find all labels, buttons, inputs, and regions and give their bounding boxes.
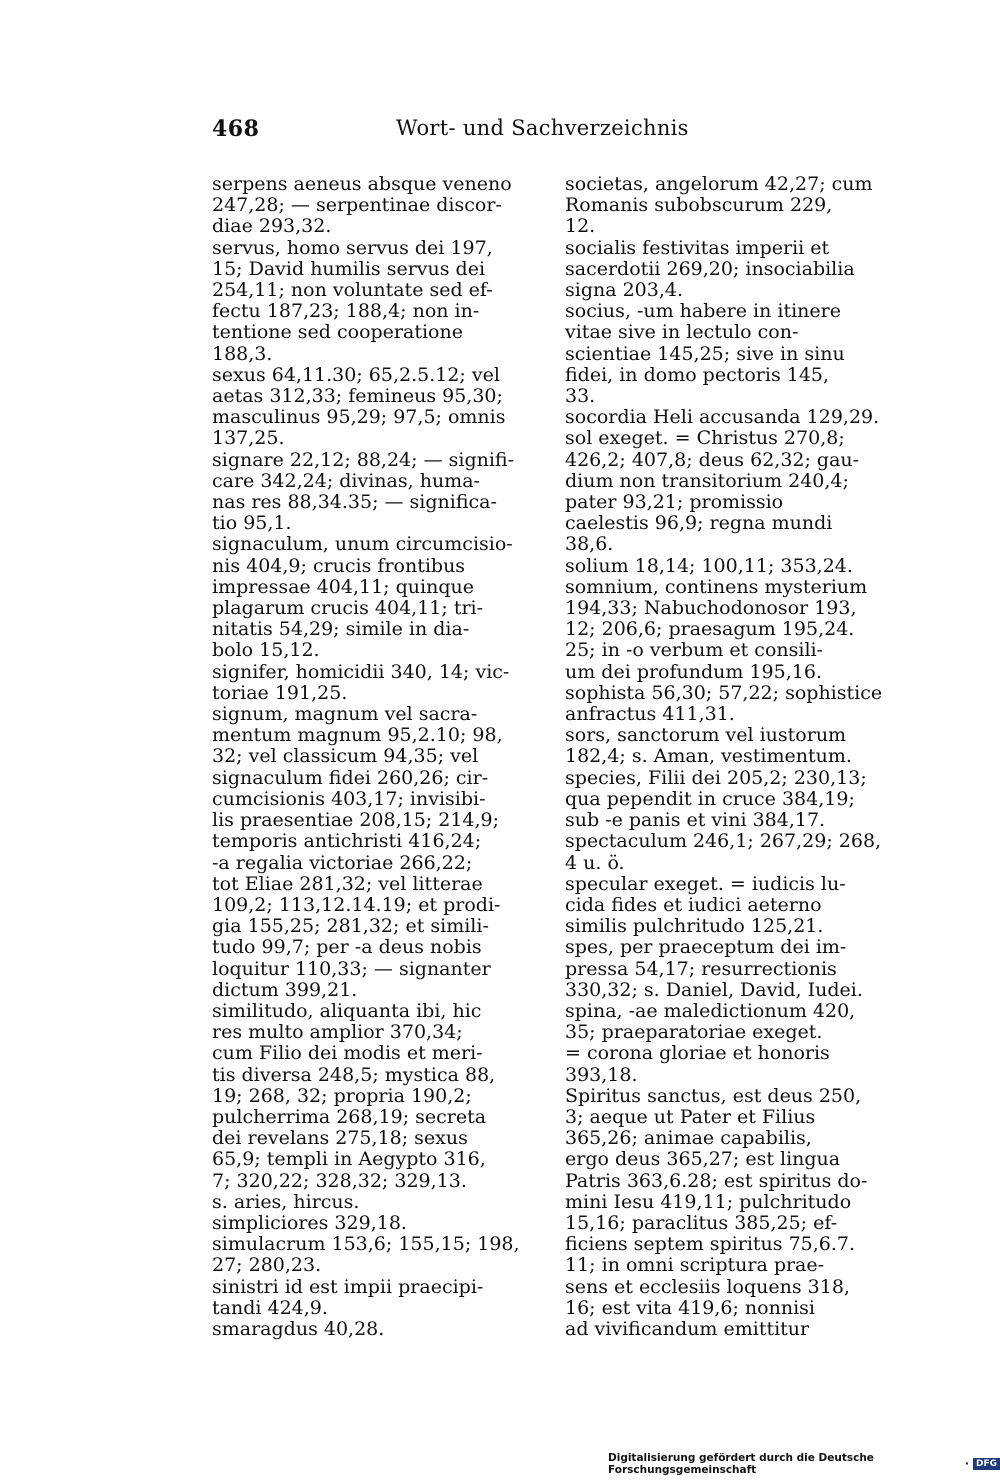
index-entry-line: caelestis 96,9; regna mundi — [565, 512, 833, 535]
index-entry-line: sub -e panis et vini 384,17. — [565, 809, 826, 832]
index-entry-line: 19; 268, 32; propria 190,2; — [212, 1084, 472, 1107]
index-entry-line: 35; praeparatoriae exeget. — [565, 1021, 823, 1044]
index-entry-line: lis praesentiae 208,15; 214,9; — [212, 809, 500, 832]
index-entry-line: sacerdotii 269,20; insociabilia — [565, 257, 855, 280]
index-entry-line: similis pulchritudo 125,21. — [565, 915, 824, 938]
index-entry — [212, 174, 542, 238]
page-number: 468 — [212, 116, 260, 142]
dfg-logo: DFG — [973, 1458, 1000, 1470]
running-head-title: Wort- und Sachverzeichnis — [396, 116, 689, 140]
index-entry-line: dium non transitorium 240,4; — [565, 469, 849, 492]
index-entry — [212, 1277, 542, 1319]
index-entry-line: 247,28; — serpentinae discor- — [212, 194, 502, 217]
index-entry — [212, 704, 542, 1001]
index-entry — [212, 450, 542, 535]
index-entry-line: Patris 363,6.28; est spiritus do- — [565, 1169, 868, 1192]
index-entry-line: 254,11; non voluntate sed ef- — [212, 279, 493, 302]
index-entry-line: res multo amplior 370,34; — [212, 1021, 463, 1044]
index-entry-line: 65,9; templi in Aegypto 316, — [212, 1148, 486, 1171]
index-entry-line: simpliciores 329,18. — [212, 1211, 407, 1234]
index-entry-line: dictum 399,21. — [212, 978, 358, 1001]
index-entry-line: 194,33; Nabuchodonosor 193, — [565, 597, 857, 620]
footer-separator: · — [964, 1458, 969, 1470]
index-entry-line: fectu 187,23; 188,4; non in- — [212, 300, 480, 323]
index-entry-line: gia 155,25; 281,32; et simili- — [212, 915, 489, 938]
index-entry — [212, 365, 542, 450]
index-entry-line: um dei profundum 195,16. — [565, 660, 822, 683]
index-entry-line: ergo deus 365,27; est lingua — [565, 1148, 841, 1171]
index-entry-line: impressae 404,11; quinque — [212, 575, 474, 598]
index-entry-line: nis 404,9; crucis frontibus — [212, 554, 466, 577]
index-entry-line: Romanis subobscurum 229, — [565, 194, 833, 217]
index-entry-line: 11; in omni scriptura prae- — [565, 1254, 825, 1277]
index-entry-line: sens et ecclesiis loquens 318, — [565, 1275, 850, 1298]
index-entry — [565, 428, 895, 555]
index-entry — [212, 1319, 542, 1340]
index-entry-line: pater 93,21; promissio — [565, 491, 784, 514]
index-column-right — [565, 174, 895, 1340]
index-entry-line: signifer, homicidii 340, 14; vic- — [212, 660, 510, 683]
index-entry-line: temporis antichristi 416,24; — [212, 830, 482, 853]
index-entry-line: simulacrum 153,6; 155,15; 198, — [212, 1233, 520, 1256]
index-entry-line: 32; vel classicum 94,35; vel — [212, 745, 479, 768]
index-entry-line: -a regalia victoriae 266,22; — [212, 851, 473, 874]
index-entry — [565, 683, 895, 725]
index-entry-line: species, Filii dei 205,2; 230,13; — [565, 766, 867, 789]
index-entry-line: serpens aeneus absque veneno — [212, 173, 512, 195]
index-entry-line: spes, per praeceptum dei im- — [565, 936, 847, 959]
index-entry-line: tio 95,1. — [212, 512, 292, 535]
index-entry-line: sinistri id est impii praecipi- — [212, 1275, 484, 1298]
index-entry-line: 426,2; 407,8; deus 62,32; gau- — [565, 448, 860, 471]
index-entry-line: ad vivificandum emittitur — [565, 1317, 810, 1340]
index-entry-line: socialis festivitas imperii et — [565, 236, 830, 259]
index-entry-line: 16; est vita 419,6; nonnisi — [565, 1296, 815, 1319]
index-entry-line: signa 203,4. — [565, 279, 684, 302]
index-entry-line: 109,2; 113,12.14.19; et prodi- — [212, 893, 501, 916]
index-entry-line: 182,4; s. Aman, vestimentum. — [565, 745, 852, 768]
index-entry-line: Spiritus sanctus, est deus 250, — [565, 1084, 862, 1107]
index-entry — [565, 874, 895, 938]
index-entry — [212, 662, 542, 704]
index-entry-line: 4 u. ö. — [565, 851, 625, 874]
index-entry-line: 137,25. — [212, 427, 285, 450]
index-entry — [212, 1213, 542, 1234]
index-entry-line: signare 22,12; 88,24; — signifi- — [212, 448, 515, 471]
index-entry-line: 15; David humilis servus dei — [212, 257, 486, 280]
index-entry-line: pulcherrima 268,19; secreta — [212, 1105, 487, 1128]
index-entry — [212, 238, 542, 365]
index-entry-line: scientiae 145,25; sive in sinu — [565, 342, 845, 365]
index-entry-line: masculinus 95,29; 97,5; omnis — [212, 406, 506, 429]
index-entry-line: 33. — [565, 385, 596, 408]
index-entry-line: dei revelans 275,18; sexus — [212, 1127, 468, 1150]
index-entry — [212, 534, 542, 661]
index-entry — [212, 1234, 542, 1276]
index-entry-line: 7; 320,22; 328,32; 329,13. — [212, 1169, 467, 1192]
index-entry-line: qua pependit in cruce 384,19; — [565, 787, 855, 810]
index-column-left — [212, 174, 542, 1340]
index-entry-line: tentione sed cooperatione — [212, 321, 463, 344]
index-entry-line: s. aries, hircus. — [212, 1190, 360, 1213]
index-entry-line: sors, sanctorum vel iustorum — [565, 724, 847, 747]
index-entry-line: tandi 424,9. — [212, 1296, 328, 1319]
index-entry-line: sexus 64,11.30; 65,2.5.12; vel — [212, 363, 500, 386]
index-entry-line: cum Filio dei modis et meri- — [212, 1042, 483, 1065]
index-entry-line: socordia Heli accusanda 129,29. — [565, 406, 880, 429]
index-entry-line: similitudo, aliquanta ibi, hic — [212, 999, 482, 1022]
index-entry-line: 3; aeque ut Pater et Filius — [565, 1105, 816, 1128]
index-entry-line: fidei, in domo pectoris 145, — [565, 363, 830, 386]
index-entry-line: cida fides et iudici aeterno — [565, 893, 822, 916]
index-entry-line: spectaculum 246,1; 267,29; 268, — [565, 830, 882, 853]
index-entry-line: bolo 15,12. — [212, 639, 320, 662]
index-entry — [565, 577, 895, 683]
digitization-footer — [608, 1452, 1000, 1476]
index-entry-line: mentum magnum 95,2.10; 98, — [212, 724, 503, 747]
index-entry-line: 12; 206,6; praesagum 195,24. — [565, 618, 855, 641]
index-entry-line: nitatis 54,29; simile in dia- — [212, 618, 470, 641]
index-entry-line: 15,16; paraclitus 385,25; ef- — [565, 1211, 838, 1234]
index-entry — [212, 1001, 542, 1213]
index-entry-line: spina, -ae maledictionum 420, — [565, 999, 856, 1022]
index-entry-line: 365,26; animae capabilis, — [565, 1127, 812, 1150]
index-entry — [565, 937, 895, 1001]
index-entry — [565, 831, 895, 873]
index-entry-line: tudo 99,7; per -a deus nobis — [212, 936, 482, 959]
index-entry-line: solium 18,14; 100,11; 353,24. — [565, 554, 853, 577]
index-entry — [565, 1001, 895, 1086]
index-entry-line: toriae 191,25. — [212, 681, 348, 704]
index-entry — [565, 768, 895, 832]
index-entry-line: anfractus 411,31. — [565, 703, 735, 726]
index-entry-line: 12. — [565, 215, 596, 238]
index-entry-line: 188,3. — [212, 342, 273, 365]
index-entry-line: 27; 280,23. — [212, 1254, 322, 1277]
index-entry-line: smaragdus 40,28. — [212, 1317, 385, 1340]
index-entry-line: loquitur 110,33; — signanter — [212, 957, 491, 980]
index-entry — [565, 238, 895, 302]
index-entry-line: 330,32; s. Daniel, David, Iudei. — [565, 978, 863, 1001]
index-entry-line: 25; in -o verbum et consili- — [565, 639, 824, 662]
index-entry-line: societas, angelorum 42,27; cum — [565, 173, 873, 195]
index-entry — [565, 301, 895, 407]
index-entry-line: signum, magnum vel sacra- — [212, 703, 478, 726]
index-entry-line: somnium, continens mysterium — [565, 575, 868, 598]
index-entry-line: plagarum crucis 404,11; tri- — [212, 597, 484, 620]
index-entry — [565, 725, 895, 767]
footer-credit: Digitalisierung gefördert durch die Deutsche Forschungsgemeinschaft — [608, 1452, 874, 1476]
index-entry-line: sol exeget. = Christus 270,8; — [565, 427, 845, 450]
index-entry-line: diae 293,32. — [212, 215, 332, 238]
index-entry-line: socius, -um habere in itinere — [565, 300, 841, 323]
index-entry-line: specular exeget. = iudicis lu- — [565, 872, 846, 895]
index-entry-line: signaculum fidei 260,26; cir- — [212, 766, 489, 789]
index-entry — [565, 174, 895, 238]
index-entry-line: care 342,24; divinas, huma- — [212, 469, 480, 492]
index-entry-line: nas res 88,34.35; — significa- — [212, 491, 497, 514]
index-entry — [565, 407, 895, 428]
index-entry-line: cumcisionis 403,17; invisibi- — [212, 787, 486, 810]
index-entry-line: signaculum, unum circumcisio- — [212, 533, 513, 556]
index-entry-line: vitae sive in lectulo con- — [565, 321, 799, 344]
index-entry-line: ficiens septem spiritus 75,6.7. — [565, 1233, 856, 1256]
index-entry-line: 393,18. — [565, 1063, 638, 1086]
index-entry-line: mini Iesu 419,11; pulchritudo — [565, 1190, 852, 1213]
index-entry-line: servus, homo servus dei 197, — [212, 236, 493, 259]
index-entry-line: tot Eliae 281,32; vel litterae — [212, 872, 483, 895]
index-entry — [565, 556, 895, 577]
index-entry-line: tis diversa 248,5; mystica 88, — [212, 1063, 496, 1086]
index-entry-line: = corona gloriae et honoris — [565, 1042, 830, 1065]
index-entry-line: aetas 312,33; femineus 95,30; — [212, 385, 503, 408]
index-entry-line: 38,6. — [565, 533, 614, 556]
index-entry-line: pressa 54,17; resurrectionis — [565, 957, 837, 980]
index-entry — [565, 1086, 895, 1340]
index-entry-line: sophista 56,30; 57,22; sophistice — [565, 681, 883, 704]
